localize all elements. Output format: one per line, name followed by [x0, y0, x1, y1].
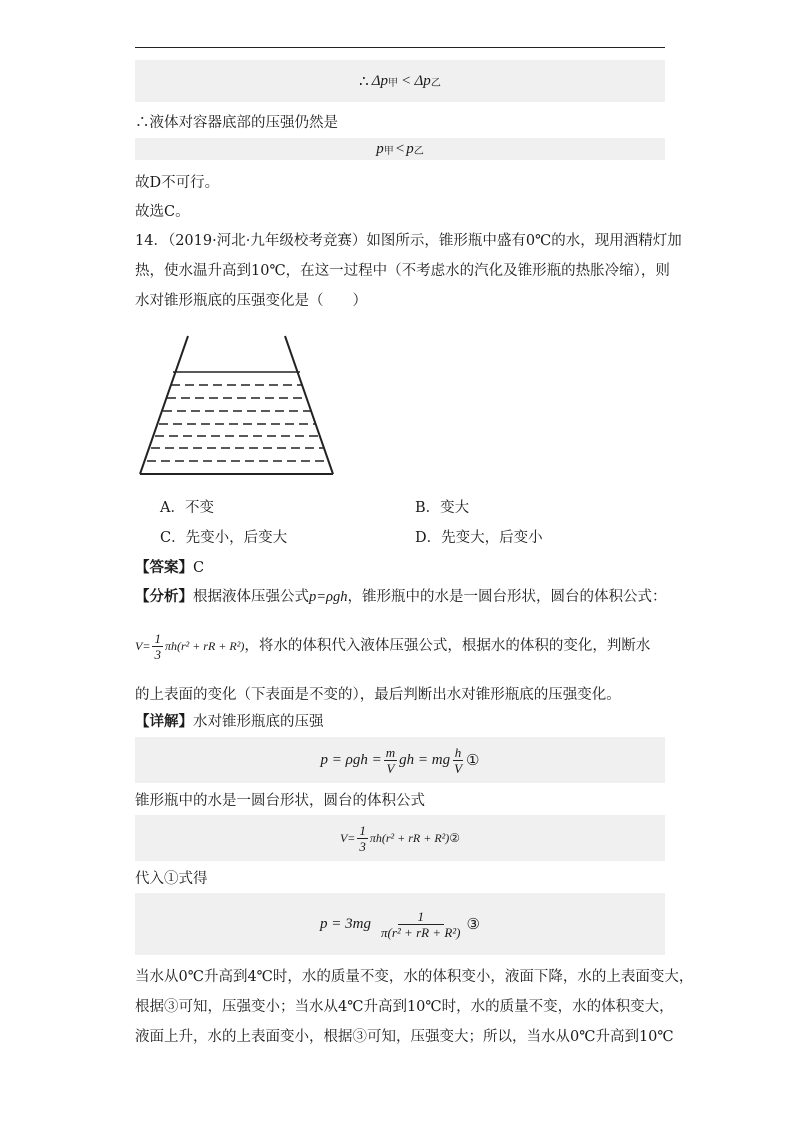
p-b: p [406, 140, 414, 157]
water-dashes [147, 385, 327, 461]
analysis-v-rhs: πh(r² + rR + R²) [164, 639, 245, 653]
delta-p-a: Δp [371, 72, 389, 89]
f1-num-2: h [454, 744, 462, 760]
question-line-1: 14．（2019·河北·九年级校考竞赛）如图所示，锥形瓶中盛有0℃的水，现用酒精灯加 [135, 233, 682, 249]
p-a: p [376, 140, 384, 157]
analysis-line-2 [135, 628, 675, 664]
f1-frac-2 [452, 745, 464, 776]
answer-line [135, 557, 675, 579]
f2-mark: ② [449, 830, 461, 845]
option-a[interactable]: A．不变 [160, 500, 214, 516]
p-b-sub: 乙 [413, 145, 424, 157]
option-b[interactable]: B．变大 [415, 500, 470, 516]
analysis-v-lhs: V= [135, 639, 151, 653]
answer-label: 【答案】 [135, 559, 193, 576]
delta-p-b: Δp [414, 72, 431, 89]
detail-line-4: 当水从0℃升高到4℃时，水的质量不变，水的体积变小，液面下降，水的上表面变大， [135, 969, 694, 985]
d-invalid-line: 故D不可行。 [135, 175, 220, 191]
f3-mark: ③ [466, 916, 480, 933]
analysis-line-1 [135, 586, 675, 608]
analysis-text-1: 根据液体压强公式 [193, 589, 309, 605]
delta-p-a-sub: 甲 [388, 77, 399, 89]
f2-rhs: πh(r² + rR + R²) [369, 830, 450, 845]
f3-num: 1 [398, 909, 445, 925]
p-a-sub: 甲 [383, 145, 394, 157]
f2-num: 1 [359, 822, 366, 838]
analysis-formula: p=ρgh [309, 589, 348, 605]
detail-line-1 [135, 711, 675, 733]
f1-num-1: m [385, 744, 396, 760]
f3-frac [379, 909, 463, 940]
f1-mark: ① [466, 752, 480, 769]
detail-line-2: 锥形瓶中的水是一圆台形状，圆台的体积公式 [135, 793, 425, 809]
question-line-2: 热，使水温升高到10℃，在这一过程中（不考虑水的汽化及锥形瓶的热胀冷缩），则 [135, 263, 670, 279]
f2-frac [357, 823, 368, 854]
header-rule [135, 47, 665, 48]
formula-box-delta-pressure [135, 60, 665, 102]
f1-den-1: V [386, 760, 395, 776]
option-c[interactable]: C．先变小，后变大 [160, 530, 288, 546]
less-than: < [402, 72, 411, 89]
therefore-symbol: ∴ [359, 73, 369, 90]
option-d[interactable]: D．先变大，后变小 [415, 530, 543, 546]
less-than-2: < [395, 140, 405, 157]
answer-value: C [193, 560, 205, 576]
f1-frac-1 [384, 745, 397, 776]
f1-mid: gh = mg [399, 751, 451, 768]
detail-text-1: 水对锥形瓶底的压强 [193, 714, 324, 730]
delta-p-b-sub: 乙 [430, 77, 441, 89]
formula-box-1 [135, 737, 665, 783]
analysis-fraction [152, 631, 163, 662]
f1-den-2: V [454, 760, 463, 776]
f1-lhs: p = ρgh = [320, 751, 382, 768]
detail-label: 【详解】 [135, 713, 193, 730]
formula-box-2 [135, 815, 665, 861]
choose-line: 故选C。 [135, 204, 190, 220]
f2-den: 3 [359, 838, 366, 854]
flask-left-wall [140, 336, 188, 474]
analysis-line-3: 的上表面的变化（下表面是不变的），最后判断出水对锥形瓶底的压强变化。 [135, 687, 621, 703]
f2-lhs: V= [339, 830, 356, 845]
formula-box-3 [135, 893, 665, 955]
detail-line-6: 液面上升，水的上表面变小，根据③可知，压强变大；所以，当水从0℃升高到10℃ [135, 1029, 674, 1045]
analysis-text-3: ，将水的体积代入液体压强公式，根据水的体积的变化，判断水 [244, 638, 651, 654]
formula-box-pressure [135, 138, 665, 160]
detail-line-5: 根据③可知，压强变小；当水从4℃升高到10℃时，水的质量不变，水的体积变大， [135, 999, 674, 1015]
f3-lhs: p = 3mg [320, 915, 371, 932]
detail-line-3: 代入①式得 [135, 871, 208, 887]
question-line-3: 水对锥形瓶底的压强变化是（ ） [135, 293, 367, 309]
flask-right-wall [285, 336, 333, 474]
conical-flask-figure [135, 330, 345, 480]
analysis-frac-num: 1 [154, 630, 161, 646]
f3-den: π(r² + rR + R²) [381, 924, 461, 940]
conclusion-line: ∴液体对容器底部的压强仍然是 [135, 115, 338, 131]
analysis-label: 【分析】 [135, 588, 193, 605]
analysis-text-2: ，锥形瓶中的水是一圆台形状，圆台的体积公式： [347, 589, 667, 605]
analysis-frac-den: 3 [154, 646, 161, 662]
